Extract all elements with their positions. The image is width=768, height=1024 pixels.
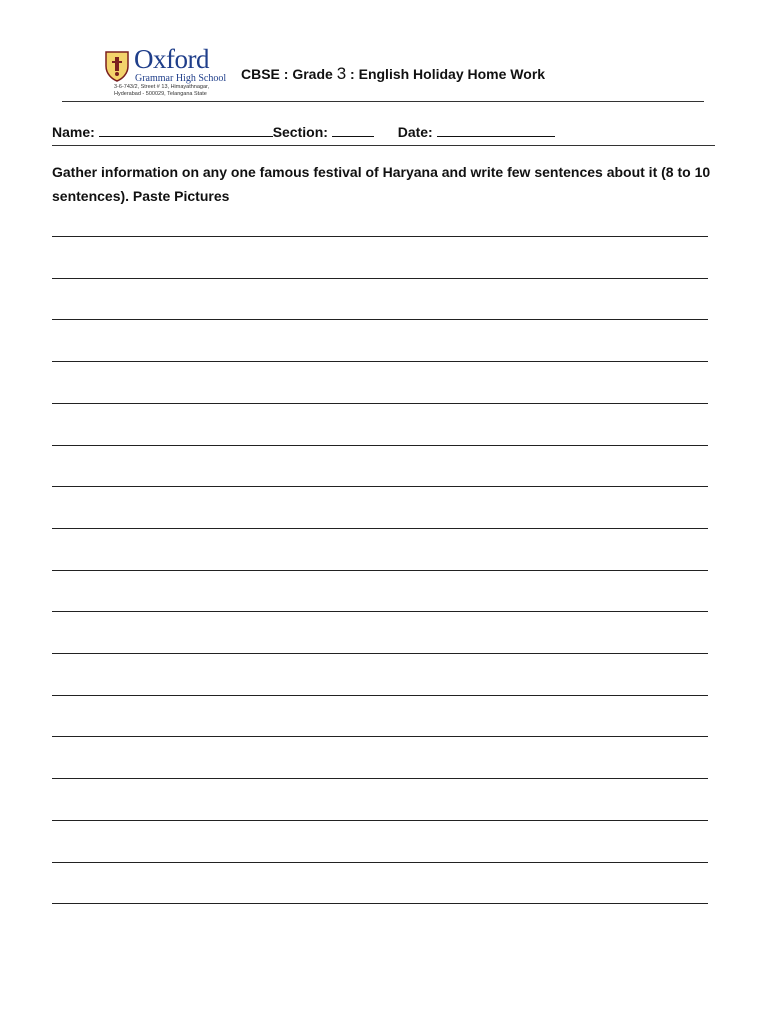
info-divider (52, 145, 715, 146)
answer-line[interactable] (52, 653, 708, 654)
answer-line[interactable] (52, 611, 708, 612)
answer-line[interactable] (52, 695, 708, 696)
page-title (241, 64, 545, 84)
name-label: Name: (52, 124, 95, 140)
logo-address (114, 84, 209, 97)
answer-line[interactable] (52, 236, 708, 237)
title-prefix: CBSE : Grade (241, 66, 337, 82)
logo-address-line-2: Hyderabad - 500029, Telangana State (114, 90, 207, 97)
answer-line[interactable] (52, 778, 708, 779)
section-label: Section: (272, 124, 328, 140)
logo-address-line-1: 3-6-743/2, Street # 13, Himayathnagar, (114, 84, 210, 90)
instruction-text: Gather information on any one famous festival of Haryana and write few sentences about it (8 to 10 sentences). Paste Pictures (52, 164, 711, 204)
school-crest-icon (104, 50, 130, 82)
answer-line[interactable] (52, 278, 708, 279)
answer-line[interactable] (52, 445, 708, 446)
answer-line[interactable] (52, 319, 708, 320)
grade-number: 3 (336, 64, 347, 83)
date-field[interactable] (437, 122, 555, 137)
logo-subtitle: Grammar High School (135, 73, 227, 84)
answer-line[interactable] (52, 862, 708, 863)
date-label: Date: (397, 124, 433, 140)
answer-line[interactable] (52, 820, 708, 821)
logo-wordmark: Oxford (134, 44, 209, 74)
answer-line[interactable] (52, 528, 708, 529)
school-logo (104, 44, 227, 98)
section-field[interactable] (332, 122, 374, 137)
header-divider (62, 101, 704, 102)
answer-line[interactable] (52, 903, 708, 904)
answer-line[interactable] (52, 570, 708, 571)
answer-line[interactable] (52, 486, 708, 487)
student-info-row (52, 122, 555, 140)
answer-line[interactable] (52, 736, 708, 737)
answer-line[interactable] (52, 403, 708, 404)
name-field[interactable] (99, 122, 273, 137)
answer-line[interactable] (52, 361, 708, 362)
title-suffix: : English Holiday Home Work (346, 66, 546, 82)
